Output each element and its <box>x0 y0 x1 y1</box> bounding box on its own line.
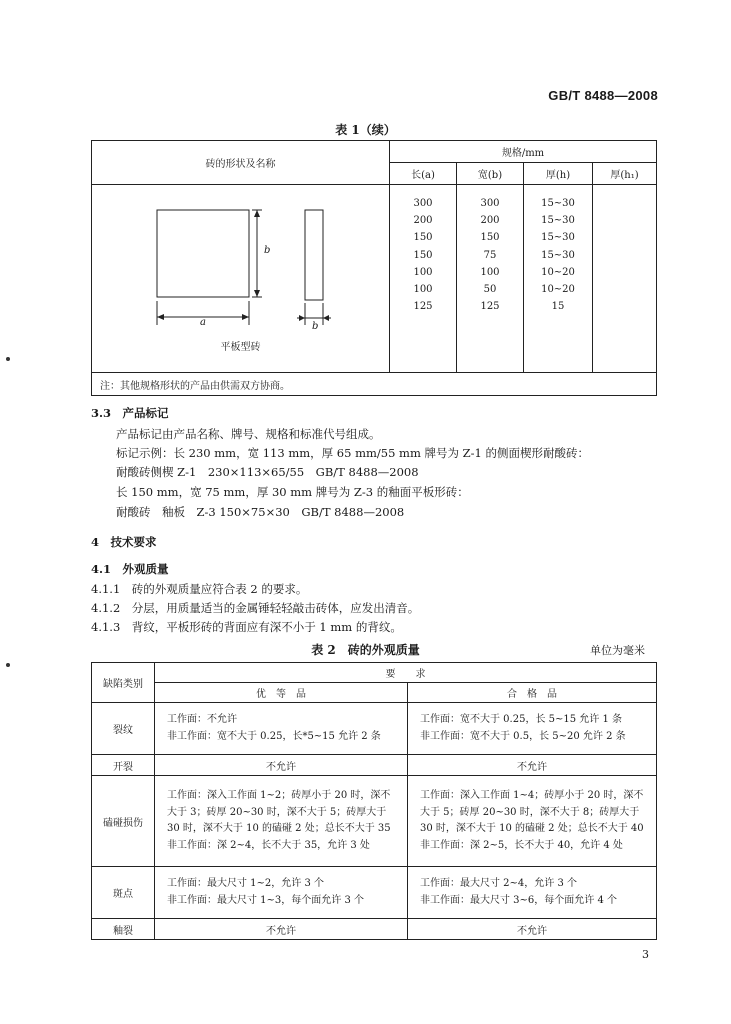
requirement-line: 非工作面：宽不大于 0.5，长 5~20 允许 2 条 <box>420 730 626 742</box>
col-b-header: 宽(b) <box>457 163 524 185</box>
value-h: 15~30 <box>541 215 575 227</box>
pass-cell <box>408 776 657 867</box>
good-cell: 不允许 <box>155 755 408 776</box>
table-row <box>92 755 657 776</box>
value-h: 10~20 <box>541 266 575 278</box>
value-b: 125 <box>480 301 500 313</box>
requirement-line: 工作面：深入工作面 1~4；砖厚小于 20 时，深不大于 5；砖厚 20~30 时，深不大于 8；砖厚大于 30 时，深不大于 10 的磕碰 2 处；总长不大于 40 <box>420 790 644 834</box>
requirement-line: 非工作面：最大尺寸 1~3，每个面允许 3 个 <box>167 894 365 906</box>
value-b: 50 <box>483 284 497 296</box>
requirement-line: 非工作面：深 2~4，长不大于 35，允许 3 处 <box>167 839 370 851</box>
value-h: 15~30 <box>541 232 575 244</box>
requirement-line: 非工作面：深 2~5，长不大于 40，允许 4 处 <box>420 839 623 851</box>
requirement-line: 工作面：不允许 <box>167 714 237 725</box>
section-title: 技术要求 <box>110 535 157 549</box>
scan-mark <box>6 357 10 361</box>
scan-mark <box>6 663 10 667</box>
section-number: 4.1.2 <box>91 601 121 615</box>
col-good-header: 优 等 品 <box>155 683 408 703</box>
standard-number: GB/T 8488—2008 <box>548 88 658 103</box>
table-row <box>92 776 657 867</box>
table-row <box>92 703 657 755</box>
table-row <box>92 919 657 940</box>
shape-name: 平板型砖 <box>220 342 261 353</box>
section-number: 4 <box>91 535 100 549</box>
good-cell: 不允许 <box>155 919 408 940</box>
requirement-line: 工作面：最大尺寸 1~2，允许 3 个 <box>167 878 325 889</box>
pass-cell <box>408 703 657 755</box>
section-title: 产品标记 <box>122 406 169 420</box>
value-a: 200 <box>413 215 433 227</box>
section-4-heading <box>91 533 157 552</box>
requirement-line: 非工作面：宽不大于 0.25，长*5~15 允许 2 条 <box>167 730 381 742</box>
value-b: 75 <box>483 249 497 261</box>
para-example-2: 长 150 mm，宽 75 mm，厚 30 mm 牌号为 Z-3 的釉面平板形砖： <box>116 485 469 499</box>
dim-b2-label: b <box>312 321 319 332</box>
category-cell: 斑点 <box>92 867 155 919</box>
section-number: 3.3 <box>91 406 112 420</box>
requirement-line: 工作面：最大尺寸 2~4，允许 3 个 <box>420 878 578 889</box>
value-h: 15~30 <box>541 198 575 209</box>
col-b-values <box>457 185 524 373</box>
table1-note: 注：其他规格形状的产品由供需双方协商。 <box>92 373 657 396</box>
col-pass-header: 合 格 品 <box>408 683 657 703</box>
section-4-1-heading <box>91 560 169 579</box>
section-text: 分层，用质量适当的金属锤轻轻敲击砖体，应发出清音。 <box>131 601 420 615</box>
page-number: 3 <box>642 948 649 961</box>
para-example-2-mark: 耐酸砖 釉板 Z-3 150×75×30 GB/T 8488—2008 <box>116 505 405 519</box>
section-4-1-1 <box>91 580 307 599</box>
requirement-line: 非工作面：最大尺寸 3~6，每个面允许 4 个 <box>420 894 618 906</box>
pass-cell: 不允许 <box>408 919 657 940</box>
value-h: 15~30 <box>541 249 575 261</box>
value-b: 150 <box>480 232 500 244</box>
col-spec-header: 规格/mm <box>390 141 657 163</box>
table1-caption: 表 1（续） <box>335 123 396 137</box>
good-cell <box>155 703 408 755</box>
table2-unit: 单位为毫米 <box>590 644 645 657</box>
category-cell: 釉裂 <box>92 919 155 940</box>
para-marking-intro: 产品标记由产品名称、牌号、规格和标准代号组成。 <box>116 427 381 441</box>
section-title: 外观质量 <box>122 562 169 576</box>
good-cell <box>155 867 408 919</box>
col-category-header: 缺陷类别 <box>92 663 155 703</box>
tile-face-rect <box>157 210 249 297</box>
value-a: 150 <box>413 232 433 244</box>
section-number: 4.1.1 <box>91 582 121 596</box>
pass-cell: 不允许 <box>408 755 657 776</box>
tile-side-rect <box>305 210 323 300</box>
col-a-header: 长(a) <box>390 163 457 185</box>
shape-figure-cell <box>92 185 390 373</box>
section-text: 砖的外观质量应符合表 2 的要求。 <box>131 582 308 596</box>
value-b: 300 <box>480 198 500 209</box>
section-number: 4.1 <box>91 562 112 576</box>
section-3-3-heading <box>91 404 169 423</box>
value-a: 300 <box>413 198 433 209</box>
requirement-line: 工作面：宽不大于 0.25，长 5~15 允许 1 条 <box>420 714 622 725</box>
table2 <box>91 662 657 940</box>
value-a: 100 <box>413 284 433 296</box>
col-requirement-header: 要 求 <box>155 663 657 683</box>
col-a-values <box>390 185 457 373</box>
category-cell: 开裂 <box>92 755 155 776</box>
value-b: 200 <box>480 215 500 227</box>
col-h-values <box>524 185 593 373</box>
category-cell: 裂纹 <box>92 703 155 755</box>
requirement-line: 工作面：深入工作面 1~2；砖厚小于 20 时，深不大于 3；砖厚 20~30 时，深不大于 5；砖厚大于 30 时，深不大于 10 的磕碰 2 处；总长不大于 35 <box>167 790 391 834</box>
col-h1-header: 厚(h₁) <box>593 163 657 185</box>
col-shape-header: 砖的形状及名称 <box>92 141 390 185</box>
pass-cell <box>408 867 657 919</box>
category-cell: 磕碰损伤 <box>92 776 155 867</box>
col-h1-values <box>593 185 657 373</box>
para-example-1-mark: 耐酸砖侧楔 Z-1 230×113×65/55 GB/T 8488—2008 <box>116 465 419 479</box>
section-number: 4.1.3 <box>91 620 121 634</box>
dim-b-label: b <box>264 245 271 256</box>
value-a: 100 <box>413 266 433 278</box>
section-4-1-2 <box>91 599 419 618</box>
table2-caption: 表 2 砖的外观质量 <box>311 643 420 657</box>
section-text: 背纹，平板形砖的背面应有深不小于 1 mm 的背纹。 <box>131 620 402 634</box>
para-example-1: 标记示例：长 230 mm，宽 113 mm，厚 65 mm/55 mm 牌号为 Z-1 的侧面楔形耐酸砖： <box>116 446 590 460</box>
value-b: 100 <box>480 266 500 278</box>
value-a: 150 <box>413 249 433 261</box>
col-h-header: 厚(h) <box>524 163 593 185</box>
section-4-1-3 <box>91 618 402 637</box>
table1 <box>91 140 657 396</box>
dim-a-label: a <box>200 317 206 328</box>
value-h: 15 <box>551 301 565 313</box>
value-h: 10~20 <box>541 284 575 296</box>
good-cell <box>155 776 408 867</box>
table-row <box>92 867 657 919</box>
value-a: 125 <box>413 301 433 313</box>
